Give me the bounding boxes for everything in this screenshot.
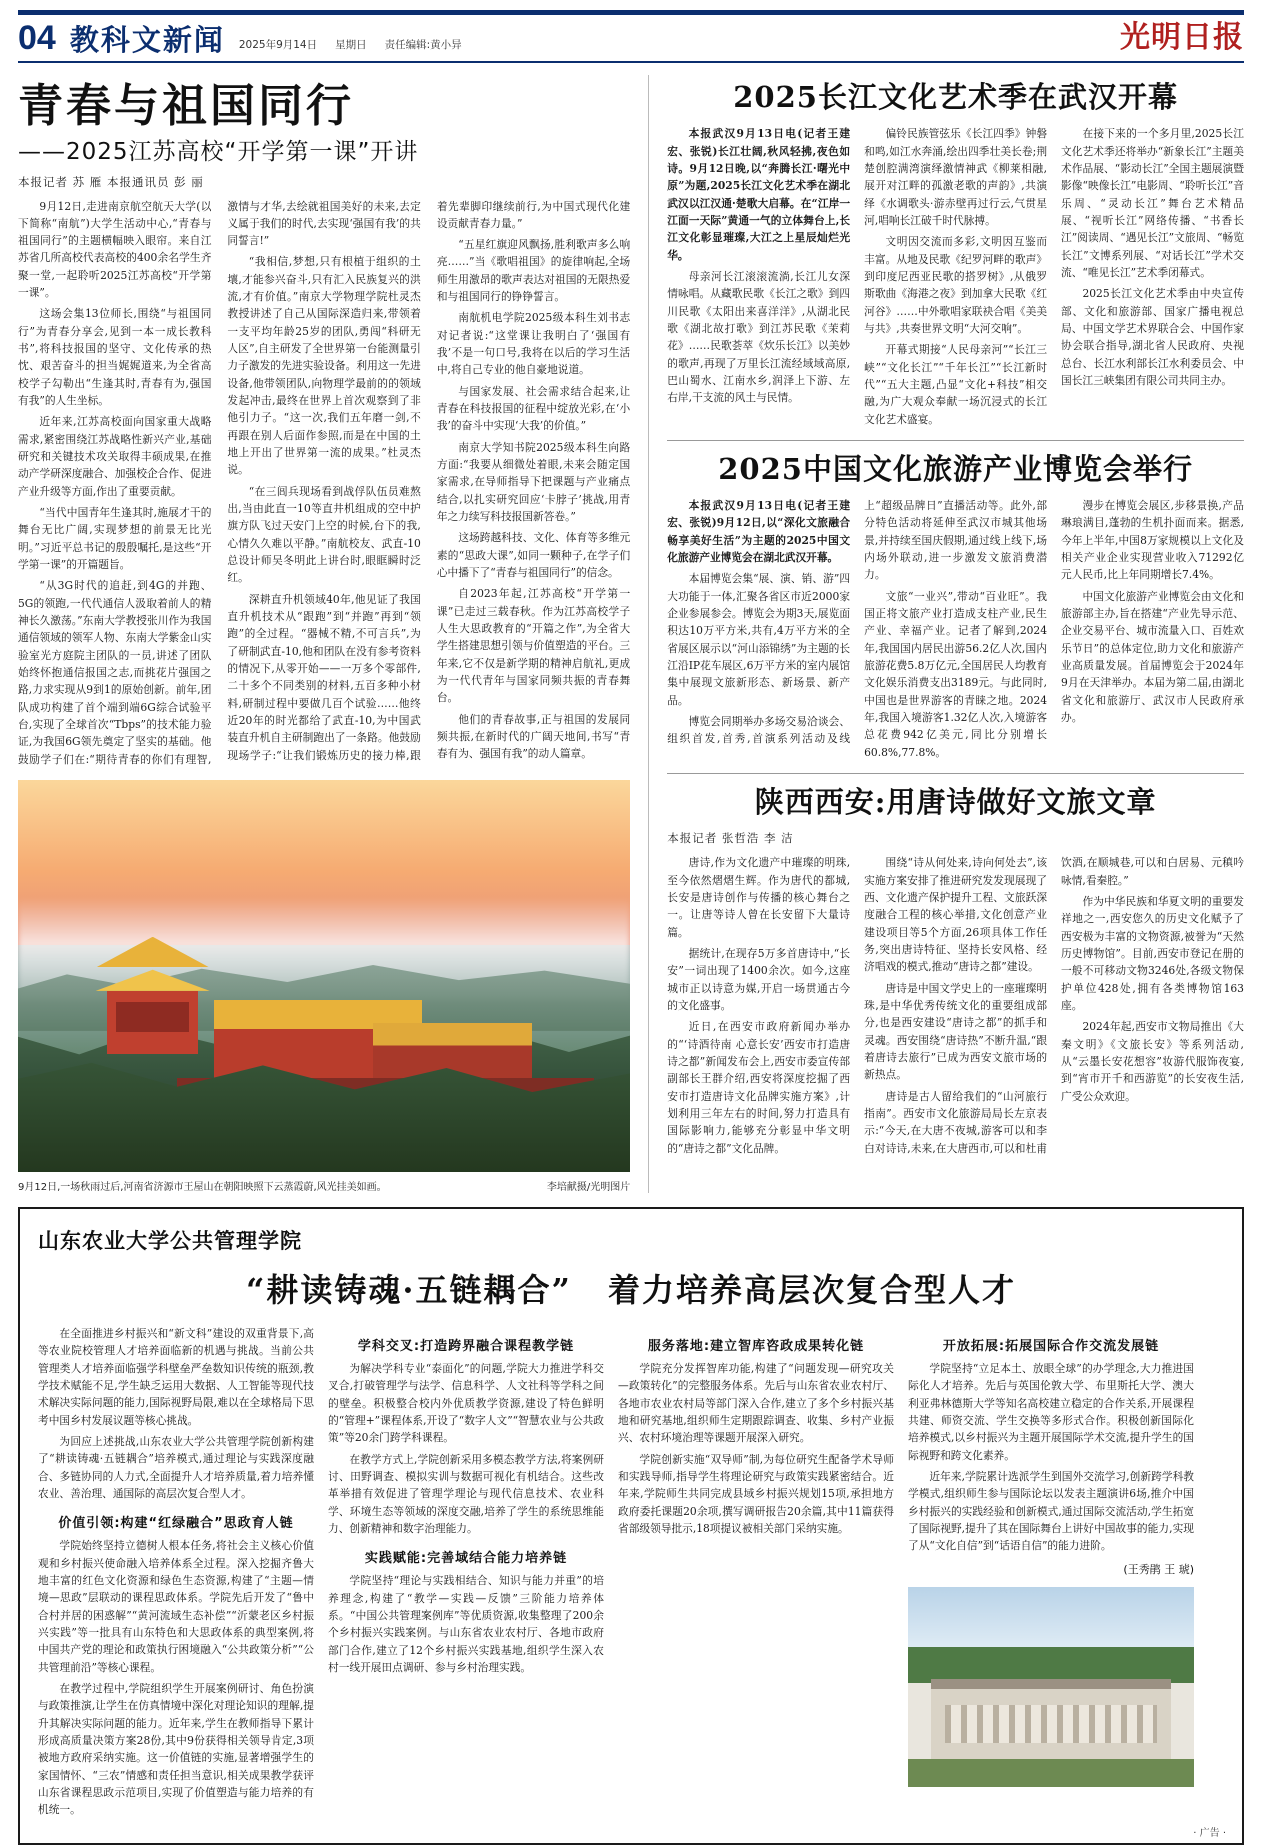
page-body xyxy=(18,75,1244,1193)
paragraph: 2024年起,西安市文物局推出《大秦文明》《文旅长安》等系列活动,从“云墨长安花想容”妆游代服饰夜宴,到“宵市开千和西游览”的长安夜生活,广受公众欢迎。 xyxy=(1061,1020,1244,1103)
top-rule xyxy=(18,10,1244,15)
advertorial-block xyxy=(18,1207,1244,1845)
advertorial-title-right: 着力培养高层次复合型人才 xyxy=(607,1271,1016,1309)
photo-pagoda xyxy=(85,937,220,1055)
paragraph: 在教学过程中,学院组织学生开展案例研讨、角色扮演与政策推演,让学生在仿真情境中深化对理论知识的理解,提升其解决实际问题的能力。近年来,学生在教师指导下累计形成高质量决策方案28份,其中9份获得相关领导肯定,3项被地方政府采纳实施。这一价值链的实施,显著增强学生的家国情怀、“三农”情感和责任担当意识,相关成果教学获评山东省课程思政示范项目,实现了价值塑造与能力培养的有机统一。 xyxy=(38,1681,314,1817)
paragraph: “当代中国青年生逢其时,施展才干的舞台无比广阔,实现梦想的前景无比光明。”习近平总书记的殷殷嘱托,是这些“开学第一课”的开篇题旨。 xyxy=(18,506,212,572)
advertorial-column-4 xyxy=(908,1325,1194,1823)
paragraph: “我相信,梦想,只有根植于组织的土壤,才能参兴奋斗,只有汇入民族复兴的洪流,才有价值。”南京大学物理学院杜灵杰教授讲述了自己从国际深造归来,带领着一支平均年龄25岁的团队,勇闯“科研无人区”,自主研发了全世界第一台能测量引力子激发的先进实验设备。利用这一先进设备,他带领团队,向物理学最前的的领域发起冲击,最终在世界上首次观察到了非他引力子。“这一次,我们五年磨一剑,不再跟在别人后面作参照,而是在中国的土地上开出了世界第一流的成果。”杜灵杰说。 xyxy=(227,255,421,477)
paragraph: 博览会同期举办多场交易洽谈会、组织首发,首秀,首演系列活动及线上“超级品牌日”直播活动等。此外,部分特色活动将延伸至武汉市城其他场景,并持续至国庆假期,通过线上线下,场内场外联动,进一步激发文旅消费潜力。 xyxy=(667,499,1048,746)
paragraph: 围绕“诗从何处来,诗向何处去”,该实施方案安排了推进研究发发现展现了西、文化遗产保护提升工程、文旅跃深度融合工程的核心举措,文化创意产业建设项目等5个方面,26项具体工作任务,突出唐诗特征、坚持长安风格、经济唱戏的模式,推动“唐诗之都”建设。 xyxy=(864,856,1048,974)
dateline-paragraph: 本报武汉9月13日电(记者王建宏、张锐)9月12日,以“深化文旅融合 畅享美好生活”为主题的2025中国文化旅游产业博览会在湖北武汉开幕。 xyxy=(667,499,851,565)
article-byline-xian: 本报记者 张哲浩 李 洁 xyxy=(667,831,794,846)
paragraph: “从3G时代的追赶,到4G的并跑、5G的领跑,一代代通信人汲取着前人的精神长久激荡。”东南大学教授张川作为我国通信领域的领军人物、东南大学紫金山实验室光方庭院主团队的一员,讲述了团队始终怀抱通信报国之志,而挑花片强国之路,力求实现从9到1的原始创新。前年,团队成功构建了首个端到端6G综合试验平台,实现了全球首次“Tbps”的技术能力验证,为我国6G领先奠定了坚实的基础。他鼓励学子们在:“期待青春的你们有理智,激情与才华,去绘就祖国美好的未来,去定义属于我们的时代,去实现‘强国有我’的共同誓言!” xyxy=(18,199,421,766)
photo-figure xyxy=(18,780,630,1193)
paragraph: 这场跨越科技、文化、体育等多维元素的“思政大课”,如同一颗种子,在学子们心中播下了“青春与祖国同行”的信念。 xyxy=(436,531,631,580)
paragraph: 唐诗,作为文化遗产中璀璨的明珠,至今依然熠熠生辉。作为唐代的都城,长安是唐诗创作与传播的核心舞台之一。让唐等诗人曾在长安留下大量诗篇。 xyxy=(667,856,851,939)
article-body-changjiang xyxy=(667,125,1244,428)
paragraph: 据统计,在现存5万多首唐诗中,“长安”一词出现了1400余次。如今,这座城市正以诗意为媒,开启一场贯通古今的文化盛事。 xyxy=(667,946,851,1012)
paragraph: 在接下来的一个多月里,2025长江文化艺术季还将举办“新象长江”主题美术作品展、“影动长江”全国主题展演暨影像“映像长江”电影周、“聆听长江”音乐周、“灵动长江”舞台艺术精品展、“视听长江”网络传播、“书香长江”阅读周、“遇见长江”文旅周、“畅览长江”文博系列展、“对话长江”学术交流、“唯见长江”艺术季闭幕式。 xyxy=(1061,127,1244,279)
lead-byline: 本报记者 苏 雁 本报通讯员 彭 丽 xyxy=(18,174,204,189)
photo-credit: 李培献摄/光明图片 xyxy=(546,1182,631,1193)
advertisement-label: · 广告 · xyxy=(1193,1827,1226,1839)
paragraph: 为解决学科专业“泰面化”的问题,学院大力推进学科交叉合,打破管理学与法学、信息科学、人文社科等学科之间的壁垒。积极整合校内外优质教学资源,建设了特色鲜明的“管理+”课程体系,开设了“数字人文”“智慧农业与公共政策”等20余门跨学科课程。 xyxy=(328,1362,604,1445)
paragraph: 中国文化旅游产业博览会由文化和旅游部主办,旨在搭建“产业先导示范、企业交易平台、城市流量入口、百姓欢乐节日”的总体定位,助力文化和旅游产业高质量发展。首届博览会于2024年9月在天津举办。本届为第二届,由湖北省文化和旅游厅、武汉市人民政府承办。 xyxy=(1061,589,1244,725)
paragraph: 开幕式期接“人民母亲河”“长江三峡”“文化长江”“千年长江”“长江新时代”“五大主题,凸显“文化+科技”相交融,为广大观众奉献一场沉浸式的长江文化艺术盛宴。 xyxy=(864,343,1048,426)
advertorial-column-3 xyxy=(618,1325,894,1823)
paragraph: 在教学方式上,学院创新采用多模态教学方法,将案例研讨、田野调查、模拟实训与数据可视化有机结合。这些改革举措有效促进了管理学理论与现代信息技术、农业科学、环境生态等领域的深度交融,培养了学生的系统思维能力、创新精神和数字治理能力。 xyxy=(328,1452,604,1535)
advertorial-heading-5: 开放拓展:拓展国际合作交流发展链 xyxy=(942,1339,1160,1354)
paragraph: “五星红旗迎风飘扬,胜利歌声多么响亮……”当《歌唱祖国》的旋律响起,全场师生用激昂的歌声表达对祖国的无限热爱和与祖国同行的铮铮誓言。 xyxy=(436,238,631,304)
left-column xyxy=(18,75,630,1193)
campus-photo-building xyxy=(931,1679,1171,1759)
article-headline-expo: 2025中国文化旅游产业博览会举行 xyxy=(718,451,1193,486)
page-number: 04 xyxy=(18,19,56,57)
paragraph: 学院创新实施“双导师”制,为每位研究生配备学术导师和实践导师,指导学生将理论研究与政策实践紧密结合。近年来,学院师生共同完成县域乡村振兴规划15项,承担地方政府委托课题20余项,撰写调研报告20余篇,其中11篇获得省部级领导批示,18项提议被相关部门采纳实施。 xyxy=(618,1452,894,1535)
advertorial-credit: (王秀鹃 王 琥) xyxy=(1123,1562,1194,1576)
paragraph: 南京大学知书院2025级本科生向路方面:“我要从细微处着眼,未来会随定国家需求,在导师指导下把课题与产业痛点结合,以扎实研究回应‘卡脖子’挑战,用青年之力续写科技报国新答卷。” xyxy=(436,440,631,524)
advertorial-body xyxy=(38,1325,1224,1823)
lead-subheadline: ——2025江苏高校“开学第一课”开讲 xyxy=(18,138,419,165)
photo-caption: 9月12日,一场秋雨过后,河南省济源市王屋山在朝阳映照下云蒸霞蔚,风光挂美如画。 xyxy=(18,1182,387,1193)
article-body-expo xyxy=(667,497,1244,761)
issue-date: 2025年9月14日 xyxy=(238,39,318,51)
paragraph: 为回应上述挑战,山东农业大学公共管理学院创新构建了“耕读铸魂·五链耦合”培养模式,通过理论与实践深度融合、多链协同的人力式,全面提升人才培养质量,着力培养懂农业、善治理、通国际的高层次复合型人才。 xyxy=(38,1434,314,1500)
advertorial-title-left: “耕读铸魂·五链耦合” xyxy=(246,1271,572,1309)
paragraph: 文明因交流而多彩,文明因互鉴而丰富。从地及民歌《纪罗河畔的歌声》到印度尼西亚民歌的搭罗树》,从俄罗斯歌曲《海港之夜》到加拿大民歌《红河谷》……中外歌唱家联袂合唱《美美与共》,共奏世界文明“大河交响”。 xyxy=(864,235,1048,335)
advertorial-title xyxy=(38,1265,1224,1311)
paragraph: 他们的青春故事,正与祖国的发展同频共振,在新时代的广阔天地间,书写“青春有为、强国有我”的动人篇章。 xyxy=(436,712,631,761)
advertorial-heading-2: 学科交叉:打造跨界融合课程教学链 xyxy=(357,1339,575,1354)
masthead-meta xyxy=(239,37,462,55)
paragraph: 深耕直升机领域40年,他见证了我国直升机技术从“跟跑”到“并跑”再到“领跑”的全过程。“器械不精,不可言兵”,为了研制武直-10,他和团队在没有参考资料的情况下,从零开始——一万多个零部件,二十多个不同类别的材料,五百多种小材料,研制过程中要做几百个试验……他终近20年的时光都给了武直-10,为中国武装直升机自主研制跑出了一条路。他鼓励现场学子:“让我们锻炼历史的接力棒,跟着先辈脚印继续前行,为中国式现代化建设贡献青春力量。” xyxy=(227,199,631,762)
photo-caption-row xyxy=(18,1178,630,1193)
lead-headline: 青春与祖国同行 xyxy=(18,79,355,132)
paragraph: 本届博览会集“展、演、销、游”四大功能于一体,汇聚各省区市近2000家企业参展参会。博览会为期3天,展览面积达10万平方米,共有,4万平方米的全省展区展示以“河山添锦绣”为主题的长江沿IP花车展区,6万平方米的室内展馆集中展现文旅新形态、新场景、新产品。 xyxy=(667,572,851,707)
paragraph: 近年来,江苏高校面向国家重大战略需求,紧密围绕江苏战略性新兴产业,基础研究和关键技术攻关取得丰硕成果,在推动产学研深度融合、加强校企合作、促进产业升级等方面,作出了重要贡献。 xyxy=(18,415,212,498)
paragraph: 学院坚持“理论与实践相结合、知识与能力并重”的培养理念,构建了“教学—实践—反馈”三阶能力培养体系。“中国公共管理案例库”等优质资源,收集整理了200余个乡村振兴实践案例。与山东省农业农村厅、各地市政府部门合作,建立了12个乡村振兴实践基地,组织学生深入农村一线开展田点调研、参与乡村治理实践。 xyxy=(328,1574,604,1674)
paragraph: 2025长江文化艺术季由中央宣传部、文化和旅游部、国家广播电视总局、中国文学艺术界联合会、中国作家协会联合指导,湖北省人民政府、央视总台、长江水利部长江水利委员会、中国长江三峡集团有限公司共同主办。 xyxy=(1061,287,1244,387)
paragraph: 这场会集13位师长,围绕“与祖国同行”为青春分享会,见到一本一成长教科书”,将科技报国的坚守、文化传承的热忱、艰苦奋斗的担当娓娓道来,为全省高校学子勾勒出“生逢其时,青春有为,强国有我”的人生坐标。 xyxy=(18,307,212,408)
paragraph: “在三闾兵现场看到战俘队伍员难熬出,当由此直一10等直井机组成的空中护旗方队飞过天安门上空的时候,台下的我,心情久久难以平静。”南航校友、武直-10总设计师吴冬明此上讲台时,眼眶瞬时泛红。 xyxy=(227,484,421,585)
masthead xyxy=(18,21,1244,63)
editor-credit: 责任编辑:黄小异 xyxy=(384,39,462,51)
paragraph: 漫步在博览会展区,步移景换,产品琳琅满目,蓬勃的生机扑面而来。据悉,今年上半年,中国8万家规模以上文化及相关产业企业实现营业收入71292亿元人民币,比上年同期增长7.4%。 xyxy=(1061,499,1244,582)
advertorial-column-1 xyxy=(38,1325,314,1823)
pagoda-roof-upper xyxy=(85,937,220,968)
advertorial-heading-1: 价值引领:构建“红绿融合”思政育人链 xyxy=(58,1516,294,1532)
newspaper-brand: 光明日报 xyxy=(1120,20,1244,55)
paragraph: 唐诗是中国文学史上的一座璀璨明珠,是中华优秀传统文化的重要组成部分,也是西安建设“唐诗之都”的抓手和灵魂。西安围绕“唐诗热”不断升温,“跟着唐诗去旅行”已成为西安文旅市场的新热点。 xyxy=(864,981,1048,1082)
paragraph: 在全面推进乡村振兴和“新文科”建设的双重背景下,高等农业院校管理人才培养面临新的机遇与挑战。当前公共管理类人才培养面临强学科壁垒严垒数知识传统的瓶颈,教学技术赋能不足,学生缺乏运用大数据、人工智能等现代技术解决实际问题的能力,国际视野局限,难以在全球格局下思考中国乡村发展议题等核心挑战。 xyxy=(38,1327,314,1427)
paragraph: 唐诗是古人留给我们的“山河旅行指南”。西安市文化旅游局局长左京表示:“今天,在大唐不夜城,游客可以和李白对诗诗,未来,在大唐西市,可以和杜甫饮酒,在顺城巷,可以和白居易、元稹吟咏情,看秦腔。” xyxy=(864,856,1244,1155)
issue-weekday: 星期日 xyxy=(335,39,367,51)
advertorial-column-2 xyxy=(328,1325,604,1823)
paragraph: 南航机电学院2025级本科生刘书志对记者说:“这堂课让我明白了‘强国有我’不是一句口号,我将在以后的学习生活中,将自己专业的他自豪地说道。 xyxy=(436,311,631,377)
paragraph: 9月12日,走进南京航空航天大学(以下简称“南航”)大学生活动中心,“青春与祖国同行”的主题横幅映入眼帘。来自江苏省几所高校代表高校的400余名学生齐聚一堂,一起聆听2025江苏高校“开学第一课”。 xyxy=(18,199,212,300)
paragraph: 文旅“一业兴”,带动“百业旺”。我国正将文旅产业打造成支柱产业,民生产业、幸福产业。记者了解到,2024年,我国国内居民出游56.2亿人次,国内旅游花费5.8万亿元,全国居民人均教育文化娱乐消费支出3189元。与此同时,中国也是世界游客的青睐之地。2024年,我国入境游客1.32亿人次,入境游客总花费942亿美元,同比分别增长60.8%,77.8%。 xyxy=(864,589,1048,759)
article-headline-changjiang: 2025长江文化艺术季在武汉开幕 xyxy=(733,80,1178,114)
section-title: 教科文新闻 xyxy=(69,23,225,57)
paragraph: 作为中华民族和华夏文明的重要发祥地之一,西安您久的历史文化赋予了西安极为丰富的文物资源,被誉为“天然历史博物馆”。目前,西安市登记在册的一般不可移动文物3246处,各级文物保护单位428处,拥有各类博物馆163座。 xyxy=(1061,894,1244,1012)
newspaper-page xyxy=(0,10,1262,1839)
lead-article-body xyxy=(18,198,630,769)
paragraph: 学院坚持“立足本土、放眼全球”的办学理念,大力推进国际化人才培养。先后与英国伦敦大学、布里斯托大学、澳大利亚弗林德斯大学等知名高校建立稳定的合作关系,开展课程共建、师资交流、学生交换等多形式合作。积极创新国际化培养模式,以乡村振兴为主题开展国际学术交流,提升学生的国际视野和跨文化素养。 xyxy=(908,1362,1194,1462)
paragraph: 自2023年起,江苏高校“开学第一课”已走过三载春秋。作为江苏高校学子人生大思政教育的“开篇之作”,为全省大学生搭建思想引领与价值塑造的平台。三年来,它不仅是新学期的精神启航礼,更成为一代代青年与国家同频共振的青春舞台。 xyxy=(436,587,631,705)
right-column xyxy=(667,75,1244,1193)
paragraph: 近日,在西安市政府新闻办举办的“‘诗酒待南 心意长安’西安市打造唐诗之都”新闻发布会上,西安市委宣传部副部长王群介绍,西安将深度挖掘了西安市打造唐诗文化品牌实施方案》,计划利用三年左右的时间,努力打造具有国际影响力,能够充分彰显中华文明的“唐诗之都”文化品牌。 xyxy=(667,1020,851,1155)
advertorial-heading-3: 实践赋能:完善域结合能力培养链 xyxy=(364,1551,568,1567)
pagoda-roof-lower xyxy=(91,967,215,991)
section-divider xyxy=(667,773,1244,774)
pagoda-body xyxy=(107,991,199,1055)
campus-photo-treeline xyxy=(908,1647,1194,1683)
advertorial-organization: 山东农业大学公共管理学院 xyxy=(38,1229,302,1253)
campus-photo-lawn xyxy=(908,1759,1194,1787)
section-divider xyxy=(667,440,1244,441)
column-divider xyxy=(648,75,649,1193)
article-headline-xian: 陕西西安:用唐诗做好文旅文章 xyxy=(754,785,1157,819)
paragraph: 学院充分发挥智库功能,构建了“问题发现—研究攻关—政策转化”的完整服务体系。先后与山东省农业农村厅、各地市农业农村局等部门深入合作,建立了多个乡村振兴基地和研究基地,组织师生定期跟踪调查、收集、乡村产业振兴、农村环境治理等课题开展深入研究。 xyxy=(618,1362,894,1445)
paragraph: 学院始终坚持立德树人根本任务,将社会主义核心价值观和乡村振兴使命融入培养体系全过程。深入挖掘齐鲁大地丰富的红色文化资源和绿色生态资源,构建了“主题—情境—思政”层联动的课程思政体系。学院先后开发了“鲁中合村并居的困惑解”“黄河流域生态补偿”“沂蒙老区乡村振兴实践”等一批具有山东特色和大思政体系的典型案例,将中国共产党的理论和政策执行困境融入“公共政策分析”“公共管理前沿”等核心课程。 xyxy=(38,1539,314,1674)
paragraph: 与国家发展、社会需求结合起来,让青春在科技报国的征程中绽放光彩,在‘小我’的奋斗中实现‘大我’的价值。” xyxy=(436,384,631,433)
paragraph: 母亲河长江滚滚流淌,长江儿女深情咏唱。从藏歌民歌《长江之歌》到四川民歌《太阳出来喜洋洋》,从湖北民歌《湖北故打歌》到江苏民歌《茉莉花》……民歌荟萃《炊乐长江》以美妙的歌声,再现了万里长江流经域域高原,巴山蜀水、江南水乡,润泽上下游、左右岸,干支流的风土与民情。 xyxy=(667,269,851,405)
advertorial-heading-4: 服务落地:建立智库咨政成果转化链 xyxy=(647,1339,865,1354)
landscape-photo xyxy=(18,780,630,1172)
campus-photo xyxy=(908,1587,1194,1787)
campus-photo-sky xyxy=(908,1587,1194,1655)
paragraph: 近年来,学院累计选派学生到国外交流学习,创新跨学科教学模式,组织师生参与国际论坛以发表主题演讲6场,推介中国乡村振兴的实践经验和创新模式,通过国际交流活动,学生拓宽了国际视野,提升了其在国际舞台上讲好中国故事的能力,实现了从“文化自信”到“话语自信”的能力进阶。 xyxy=(908,1469,1194,1553)
paragraph: 偏铃民族管弦乐《长江四季》钟磐和鸣,如江水奔涌,绘出四季壮美长卷;荆楚创腔满湾演绎激情神武《柳莱相融,展开对江畔的孤激老歌的声韵》,共演绎《水调歌头·游赤壁再过行云,气贯星河,唱响长江破千时代脉搏。 xyxy=(864,127,1048,227)
dateline-paragraph: 本报武汉9月13日电(记者王建宏、张锐)长江壮阔,秋风轻拂,夜色如诗。9月12日晚,以“奔腾长江·曙光中原”为题,2025长江文化艺术季在湖北武汉以江汉通·楚歌大启幕。在“江岸一江面一天际”黄通一气的立体舞台上,长江文化彰显璀璨,大江之上星辰灿烂光华。 xyxy=(667,127,851,262)
article-body-xian xyxy=(667,854,1244,1157)
